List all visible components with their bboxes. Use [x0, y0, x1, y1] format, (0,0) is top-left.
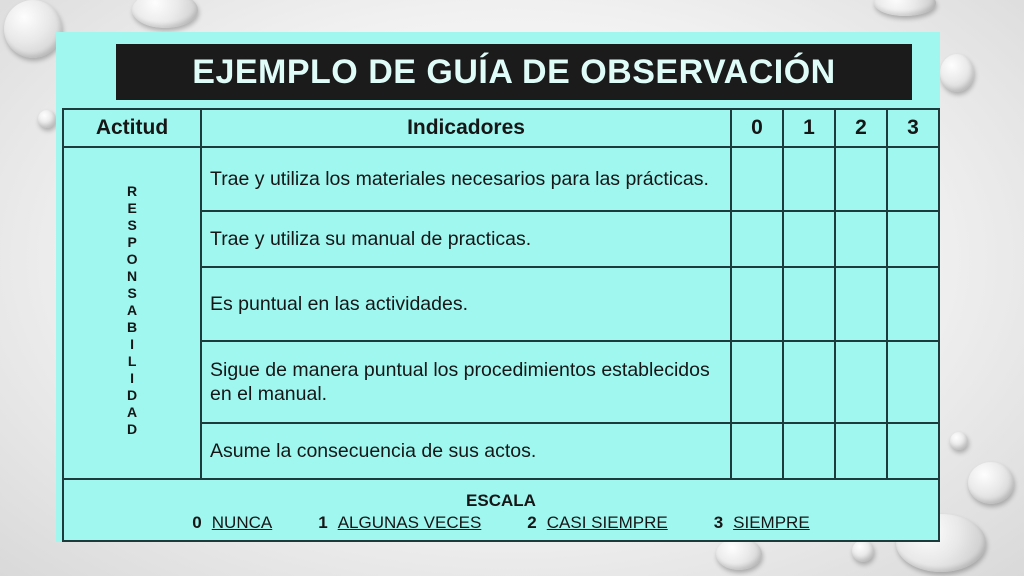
scale-item-label: SIEMPRE	[733, 513, 810, 532]
table-header-row	[63, 109, 939, 147]
table-row	[63, 147, 939, 211]
water-drop	[38, 110, 56, 128]
score-cell[interactable]	[887, 211, 939, 267]
score-cell[interactable]	[783, 341, 835, 423]
score-cell[interactable]	[887, 341, 939, 423]
observation-table	[62, 108, 940, 542]
scale-item	[714, 513, 810, 533]
indicator-cell: Sigue de manera puntual los procedimientos establecidos en el manual.	[201, 341, 731, 423]
scale-legend	[64, 513, 938, 533]
scale-row	[63, 479, 939, 541]
score-cell[interactable]	[887, 147, 939, 211]
page-title: EJEMPLO DE GUÍA DE OBSERVACIÓN	[116, 44, 912, 100]
indicator-cell: Trae y utiliza su manual de practicas.	[201, 211, 731, 267]
water-drop	[940, 54, 974, 92]
header-indicators: Indicadores	[201, 109, 731, 147]
scale-item-label: NUNCA	[211, 513, 273, 532]
scale-item-label: ALGUNAS VECES	[337, 513, 482, 532]
score-cell[interactable]	[835, 341, 887, 423]
score-cell[interactable]	[835, 267, 887, 341]
scale-item-number: 0	[192, 513, 202, 532]
scale-item-label: CASI SIEMPRE	[546, 513, 668, 532]
scale-title: ESCALA	[466, 491, 536, 510]
score-cell[interactable]	[887, 267, 939, 341]
score-cell[interactable]	[835, 211, 887, 267]
water-drop	[852, 540, 874, 562]
water-drop	[716, 538, 762, 570]
scale-item-number: 3	[713, 513, 724, 532]
score-cell[interactable]	[783, 211, 835, 267]
score-cell[interactable]	[783, 147, 835, 211]
score-cell[interactable]	[835, 147, 887, 211]
water-drop	[4, 0, 62, 58]
scale-cell	[63, 479, 939, 541]
indicator-cell: Asume la consecuencia de sus actos.	[201, 423, 731, 479]
scale-item	[318, 513, 481, 533]
scale-item-number: 1	[318, 513, 328, 532]
score-cell[interactable]	[731, 267, 783, 341]
header-score-1: 1	[783, 109, 835, 147]
header-score-2: 2	[835, 109, 887, 147]
header-score-0: 0	[731, 109, 783, 147]
score-cell[interactable]	[783, 267, 835, 341]
attitude-cell	[63, 147, 201, 479]
indicator-cell: Es puntual en las actividades.	[201, 267, 731, 341]
score-cell[interactable]	[783, 423, 835, 479]
scale-item	[192, 513, 272, 533]
water-drop	[950, 432, 968, 450]
score-cell[interactable]	[731, 211, 783, 267]
score-cell[interactable]	[731, 341, 783, 423]
header-attitude: Actitud	[63, 109, 201, 147]
score-cell[interactable]	[887, 423, 939, 479]
score-cell[interactable]	[731, 423, 783, 479]
water-drop	[874, 0, 936, 16]
scale-item-number: 2	[527, 513, 537, 532]
header-score-3: 3	[887, 109, 939, 147]
attitude-value: RESPONSABILIDAD	[124, 183, 141, 438]
water-drop	[132, 0, 198, 28]
indicator-cell: Trae y utiliza los materiales necesarios para las prácticas.	[201, 147, 731, 211]
water-drop	[968, 462, 1014, 504]
scale-item	[527, 513, 667, 533]
score-cell[interactable]	[731, 147, 783, 211]
score-cell[interactable]	[835, 423, 887, 479]
observation-guide-panel	[56, 32, 940, 542]
